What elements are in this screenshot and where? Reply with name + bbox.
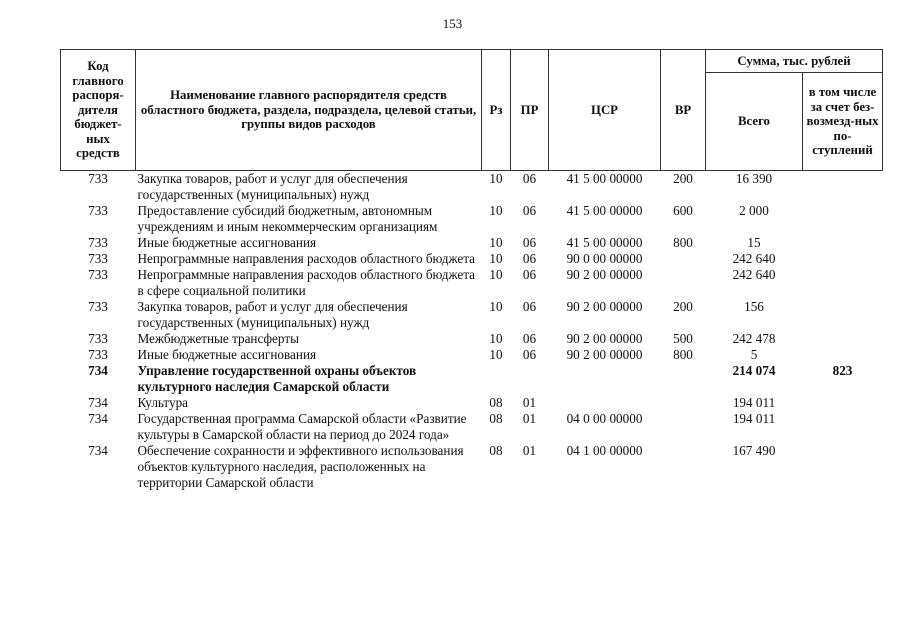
cell-code: 734 xyxy=(88,443,108,458)
cell-total: 242 478 xyxy=(732,331,776,346)
cell-name: Культура xyxy=(137,395,189,410)
cell-pr: 01 xyxy=(522,443,537,458)
cell-pr: 06 xyxy=(522,203,537,218)
cell-code: 734 xyxy=(88,363,108,378)
header-vr: ВР xyxy=(661,50,706,171)
cell-name: Непрограммные направления расходов областного бюджета в сфере социальной политики xyxy=(137,267,476,298)
cell-total: 156 xyxy=(744,299,764,314)
budget-table xyxy=(60,49,883,491)
cell-incl xyxy=(803,267,883,299)
cell-incl xyxy=(803,203,883,235)
table-row xyxy=(61,235,883,251)
cell-rz: 10 xyxy=(489,331,503,346)
cell-rz: 08 xyxy=(489,443,503,458)
cell-total: 167 490 xyxy=(732,443,776,458)
cell-total: 242 640 xyxy=(732,251,776,266)
cell-csr: 90 2 00 00000 xyxy=(566,331,643,346)
cell-rz: 10 xyxy=(489,299,503,314)
table-row xyxy=(61,411,883,443)
header-sum: Сумма, тыс. рублей xyxy=(706,50,883,73)
cell-rz xyxy=(482,363,511,395)
cell-code: 733 xyxy=(88,235,108,250)
cell-csr: 41 5 00 00000 xyxy=(566,171,643,186)
cell-incl xyxy=(803,395,883,411)
cell-name: Управление государственной охраны объектов культурного наследия Самарской области xyxy=(137,363,417,394)
cell-rz: 08 xyxy=(489,411,503,426)
header-code: Код главного распоря-дителя бюджет-ных средств xyxy=(61,50,136,171)
cell-name: Государственная программа Самарской области «Развитие культуры в Самарской области на период до 2024 года» xyxy=(137,411,467,442)
cell-total: 194 011 xyxy=(732,411,776,426)
cell-vr: 200 xyxy=(673,171,693,186)
cell-code: 733 xyxy=(88,171,108,186)
cell-incl xyxy=(803,251,883,267)
cell-csr: 90 2 00 00000 xyxy=(566,267,643,282)
cell-name: Предоставление субсидий бюджетным, автономным учреждениям и иным некоммерческим организациям xyxy=(137,203,438,234)
cell-csr: 04 0 00 00000 xyxy=(566,411,643,426)
table-row xyxy=(61,331,883,347)
cell-name: Межбюджетные трансферты xyxy=(137,331,299,346)
cell-code: 733 xyxy=(88,299,108,314)
cell-incl xyxy=(803,171,883,204)
table-row xyxy=(61,203,883,235)
cell-total: 15 xyxy=(747,235,761,250)
cell-vr xyxy=(661,411,706,443)
header-csr: ЦСР xyxy=(549,50,661,171)
cell-csr: 90 2 00 00000 xyxy=(566,347,643,362)
cell-incl xyxy=(803,411,883,443)
cell-incl: 823 xyxy=(832,363,853,378)
table-row xyxy=(61,299,883,331)
cell-pr: 01 xyxy=(522,411,537,426)
cell-incl xyxy=(803,347,883,363)
cell-pr: 06 xyxy=(522,267,537,282)
table-row xyxy=(61,171,883,204)
cell-csr: 41 5 00 00000 xyxy=(566,235,643,250)
cell-total: 194 011 xyxy=(732,395,776,410)
cell-rz: 10 xyxy=(489,251,503,266)
cell-name: Иные бюджетные ассигнования xyxy=(137,235,317,250)
cell-pr: 01 xyxy=(522,395,537,410)
cell-code: 734 xyxy=(88,395,108,410)
cell-vr: 500 xyxy=(673,331,693,346)
cell-vr xyxy=(661,251,706,267)
cell-rz: 10 xyxy=(489,203,503,218)
cell-code: 733 xyxy=(88,267,108,282)
cell-csr: 90 2 00 00000 xyxy=(566,299,643,314)
header-pr: ПР xyxy=(511,50,549,171)
cell-pr: 06 xyxy=(522,299,537,314)
cell-code: 733 xyxy=(88,331,108,346)
cell-pr xyxy=(511,363,549,395)
cell-total: 2 000 xyxy=(739,203,769,218)
cell-total: 16 390 xyxy=(735,171,773,186)
cell-code: 733 xyxy=(88,251,108,266)
cell-rz: 10 xyxy=(489,347,503,362)
header-name: Наименование главного распорядителя средств областного бюджета, раздела, подраздела, целевой статьи, группы видов расходов xyxy=(136,50,482,171)
cell-pr: 06 xyxy=(522,171,537,186)
table-row xyxy=(61,267,883,299)
cell-csr xyxy=(549,395,661,411)
cell-name: Непрограммные направления расходов областного бюджета xyxy=(137,251,476,266)
cell-vr: 800 xyxy=(673,235,693,250)
cell-csr: 04 1 00 00000 xyxy=(566,443,643,458)
cell-code: 734 xyxy=(88,411,108,426)
cell-incl xyxy=(803,331,883,347)
cell-name: Закупка товаров, работ и услуг для обеспечения государственных (муниципальных) нужд xyxy=(137,299,408,330)
cell-name: Закупка товаров, работ и услуг для обеспечения государственных (муниципальных) нужд xyxy=(137,171,408,202)
cell-total: 5 xyxy=(750,347,758,362)
cell-vr xyxy=(661,363,706,395)
cell-rz: 10 xyxy=(489,171,503,186)
cell-name: Иные бюджетные ассигнования xyxy=(137,347,317,362)
table-row xyxy=(61,443,883,491)
cell-vr: 200 xyxy=(673,299,693,314)
table-row xyxy=(61,347,883,363)
cell-incl xyxy=(803,235,883,251)
cell-incl xyxy=(803,299,883,331)
cell-vr xyxy=(661,267,706,299)
cell-code: 733 xyxy=(88,203,108,218)
header-total: Всего xyxy=(706,73,803,171)
cell-total: 214 074 xyxy=(732,363,776,378)
cell-pr: 06 xyxy=(522,235,537,250)
header-incl: в том числе за счет без-возмезд-ных по-ступлений xyxy=(803,73,883,171)
cell-name: Обеспечение сохранности и эффективного использования объектов культурного наследия, расположенных на территории Самарской области xyxy=(137,443,464,490)
cell-vr xyxy=(661,395,706,411)
cell-rz: 08 xyxy=(489,395,503,410)
cell-rz: 10 xyxy=(489,267,503,282)
cell-vr: 800 xyxy=(673,347,693,362)
cell-rz: 10 xyxy=(489,235,503,250)
cell-pr: 06 xyxy=(522,347,537,362)
cell-csr xyxy=(549,363,661,395)
cell-vr: 600 xyxy=(673,203,693,218)
table-body xyxy=(61,171,883,492)
cell-pr: 06 xyxy=(522,331,537,346)
cell-pr: 06 xyxy=(522,251,537,266)
cell-vr xyxy=(661,443,706,491)
cell-code: 733 xyxy=(88,347,108,362)
table-row xyxy=(61,251,883,267)
header-rz: Рз xyxy=(482,50,511,171)
cell-incl xyxy=(803,443,883,491)
page-number: 153 xyxy=(442,16,463,31)
cell-csr: 90 0 00 00000 xyxy=(566,251,643,266)
cell-total: 242 640 xyxy=(732,267,776,282)
cell-csr: 41 5 00 00000 xyxy=(566,203,643,218)
table-row xyxy=(61,395,883,411)
table-row xyxy=(61,363,883,395)
